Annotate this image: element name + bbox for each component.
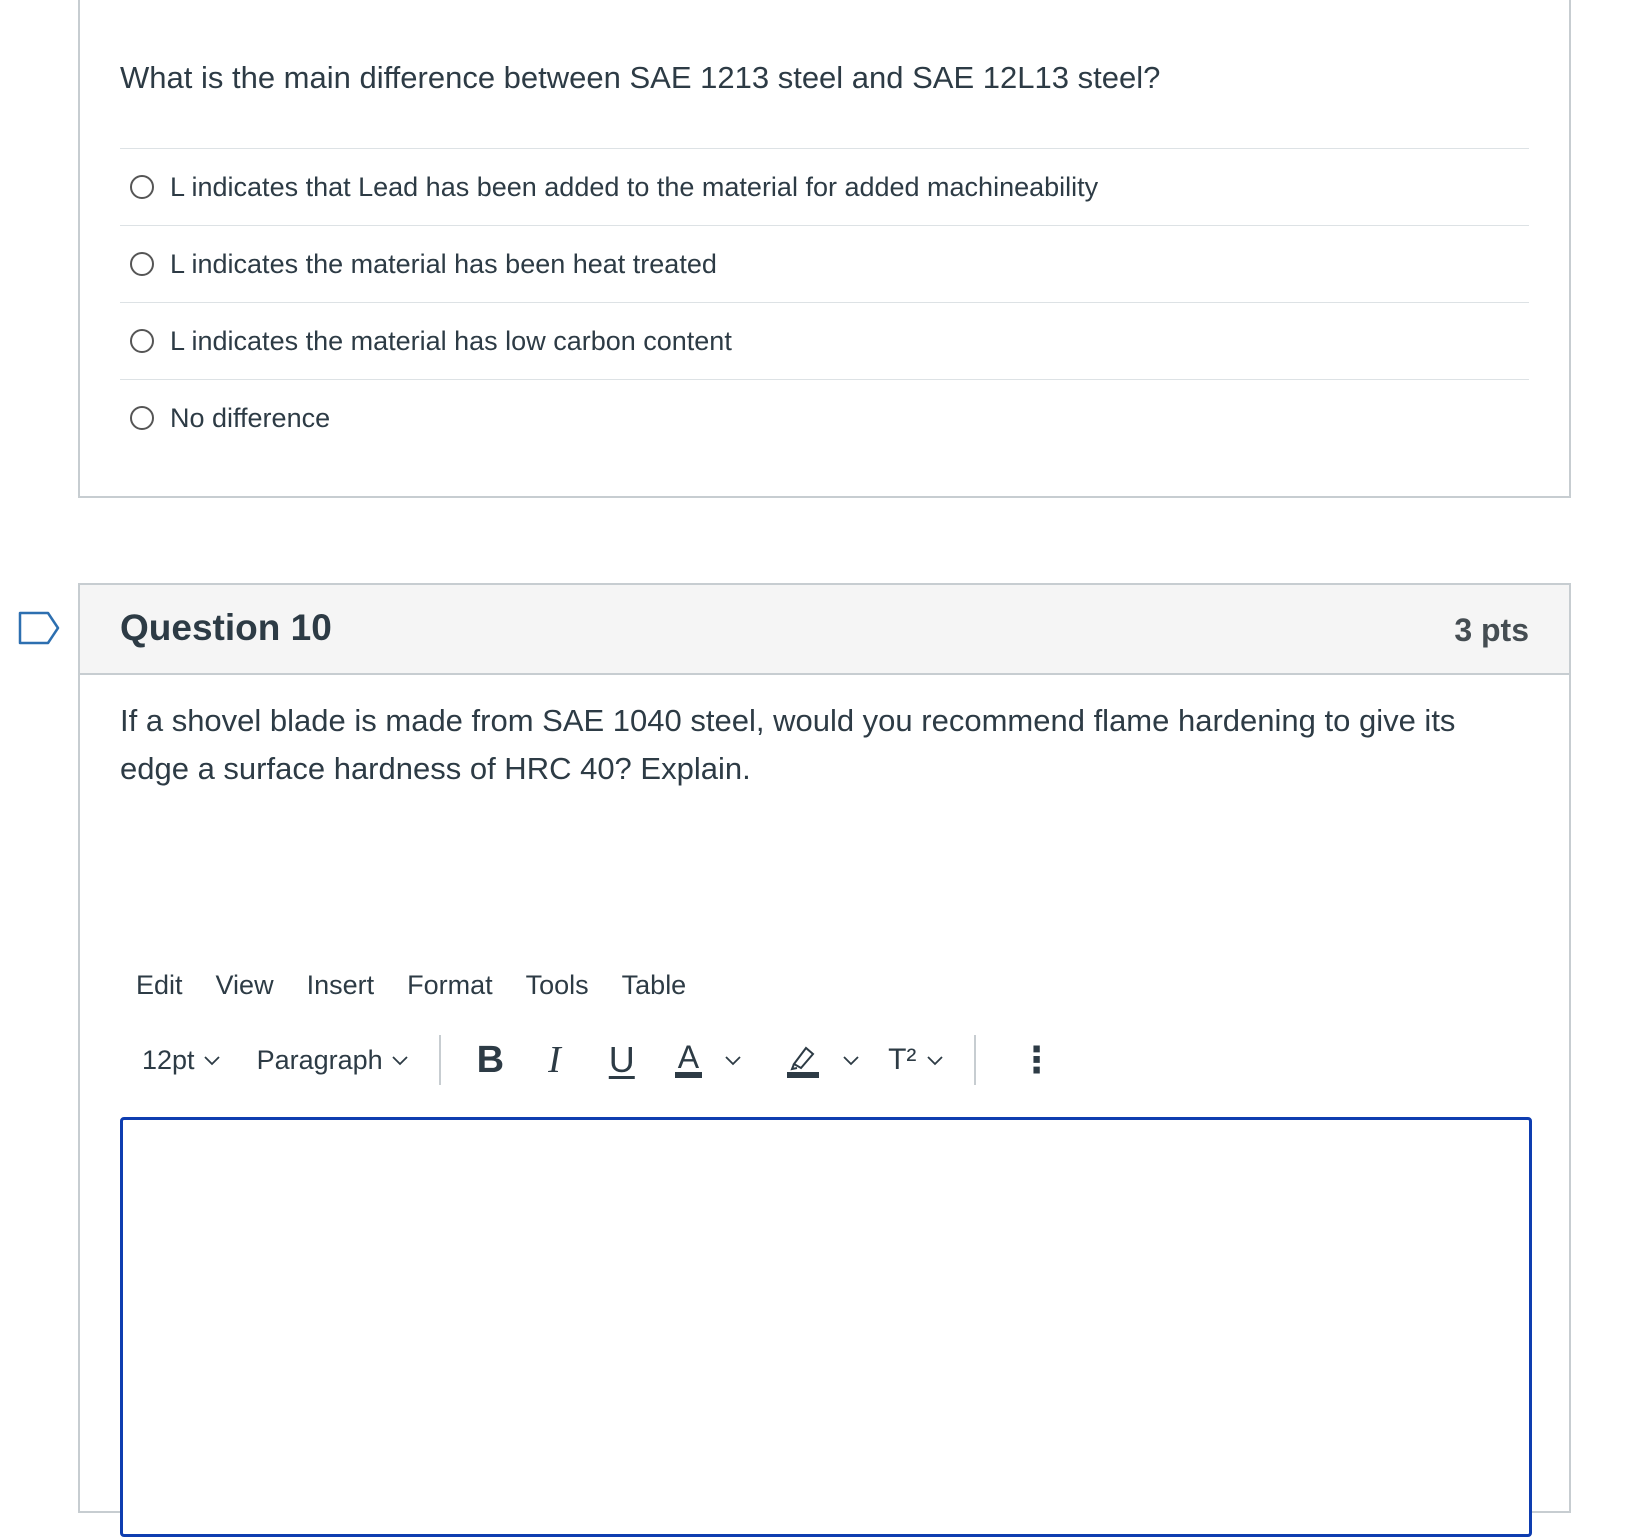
font-size-value: 12pt bbox=[142, 1044, 195, 1075]
toolbar-divider bbox=[974, 1035, 976, 1085]
block-format-value: Paragraph bbox=[256, 1044, 383, 1075]
chevron-down-icon[interactable] bbox=[926, 1051, 944, 1069]
superscript-icon: T² bbox=[888, 1043, 917, 1076]
highlight-pen-icon bbox=[786, 1042, 820, 1078]
question-9-text: What is the main difference between SAE 1213 steel and SAE 12L13 steel? bbox=[120, 60, 1161, 95]
answer-label: L indicates the material has been heat treated bbox=[170, 248, 717, 279]
italic-button[interactable] bbox=[548, 1038, 561, 1082]
question-10-text: If a shovel blade is made from SAE 1040 steel, would you recommend flame hardening to give its edge a surface hardness of HRC 40? Explain. bbox=[120, 703, 1456, 786]
chevron-down-icon bbox=[203, 1051, 221, 1069]
toolbar-divider bbox=[439, 1035, 441, 1085]
menu-view[interactable]: View bbox=[215, 970, 274, 1000]
menu-edit[interactable]: Edit bbox=[136, 970, 183, 1000]
text-color-button[interactable] bbox=[675, 1039, 742, 1078]
menu-table[interactable]: Table bbox=[621, 970, 687, 1000]
editor-toolbar bbox=[142, 1025, 1054, 1095]
text-color-icon: A bbox=[675, 1042, 702, 1078]
answer-option[interactable] bbox=[120, 302, 1529, 379]
more-vertical-icon: ⋮ bbox=[1018, 1039, 1055, 1080]
answer-label: L indicates that Lead has been added to the material for added machineability bbox=[170, 171, 1099, 202]
block-format-dropdown[interactable] bbox=[257, 1045, 409, 1076]
chevron-down-icon[interactable] bbox=[724, 1051, 742, 1069]
radio-icon[interactable] bbox=[130, 406, 154, 430]
font-size-dropdown[interactable] bbox=[142, 1045, 221, 1076]
chevron-down-icon[interactable] bbox=[842, 1051, 860, 1069]
menu-tools[interactable]: Tools bbox=[525, 970, 589, 1000]
underline-button[interactable] bbox=[609, 1039, 635, 1081]
question-9-answers bbox=[120, 148, 1529, 456]
question-9-card bbox=[78, 0, 1571, 498]
question-points: 3 pts bbox=[1454, 612, 1529, 648]
question-header bbox=[80, 585, 1569, 675]
radio-icon[interactable] bbox=[130, 329, 154, 353]
question-10-card bbox=[78, 583, 1571, 1513]
more-options-button[interactable] bbox=[1018, 1039, 1054, 1081]
answer-label: No difference bbox=[170, 402, 331, 433]
underline-icon: U bbox=[608, 1039, 635, 1080]
chevron-down-icon bbox=[391, 1051, 409, 1069]
question-title: Question 10 bbox=[120, 607, 332, 648]
flag-icon[interactable] bbox=[18, 611, 60, 645]
radio-icon[interactable] bbox=[130, 175, 154, 199]
bold-icon: B bbox=[476, 1038, 505, 1081]
answer-label: L indicates the material has low carbon content bbox=[170, 325, 732, 356]
menu-insert[interactable]: Insert bbox=[306, 970, 375, 1000]
italic-icon: I bbox=[548, 1039, 561, 1081]
highlight-color-button[interactable] bbox=[786, 1042, 860, 1078]
superscript-button[interactable] bbox=[888, 1043, 944, 1077]
menu-format[interactable]: Format bbox=[407, 970, 493, 1000]
answer-option[interactable] bbox=[120, 148, 1529, 225]
editor-menubar bbox=[136, 970, 719, 1001]
answer-option[interactable] bbox=[120, 225, 1529, 302]
bold-button[interactable] bbox=[477, 1039, 504, 1082]
rich-text-editor-area[interactable] bbox=[120, 1117, 1532, 1537]
radio-icon[interactable] bbox=[130, 252, 154, 276]
answer-option[interactable] bbox=[120, 379, 1529, 456]
